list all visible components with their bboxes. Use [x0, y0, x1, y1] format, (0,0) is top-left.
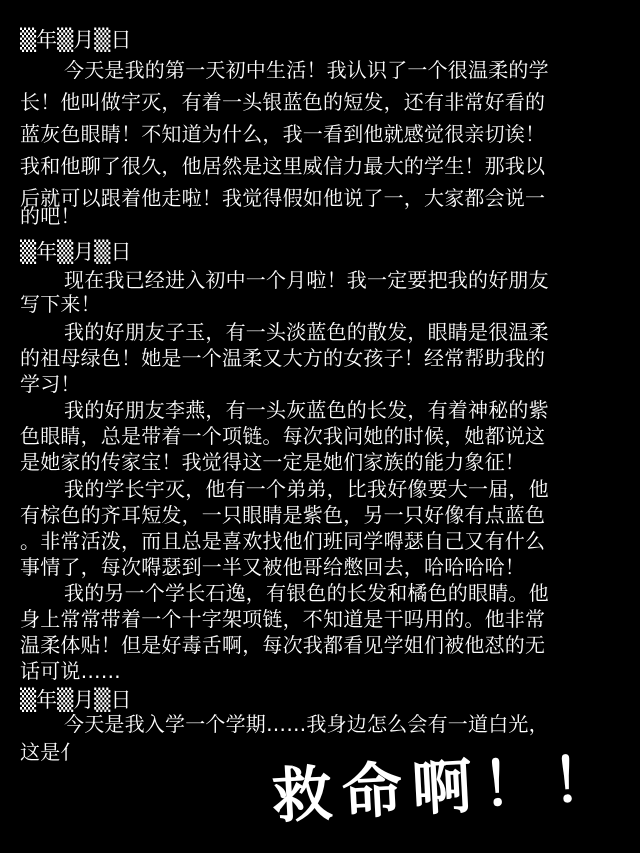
entry-2-line-15: 温柔体贴！但是好毒舌啊，每次我都看见学姐们被他怼的无: [20, 633, 546, 657]
entry-2-date: ▒年▒月▒日: [20, 240, 132, 264]
entry-2-line-11: 。非常活泼，而且总是喜欢找他们班同学嘚瑟自己又有什么: [20, 529, 546, 553]
entry-1-line-6: 的吧！: [20, 204, 81, 228]
entry-2-line-8: 是她家的传家宝！我觉得这一定是她们家族的能力象征！: [20, 450, 525, 474]
entry-2-line-6: 我的好朋友李燕，有一头灰蓝色的长发，有着神秘的紫: [64, 398, 549, 422]
entry-3-date: ▒年▒月▒日: [20, 688, 132, 712]
entry-1-line-2: 长！他叫做宇灭，有着一头银蓝色的短发，还有非常好看的: [20, 90, 546, 114]
entry-2-line-2: 写下来！: [20, 292, 101, 316]
entry-2-line-12: 事情了，每次嘚瑟到一半又被他哥给憋回去，哈哈哈哈！: [20, 555, 525, 579]
entry-2-line-9: 我的学长宇灭，他有一个弟弟，比我好像要大一届，他: [64, 477, 549, 501]
entry-2-line-14: 身上常常带着一个十字架项链，不知道是干吗用的。他非常: [20, 607, 546, 631]
entry-1-date: ▒年▒月▒日: [20, 28, 132, 52]
entry-3-line-1: 今天是我入学一个学期……我身边怎么会有一道白光，: [64, 712, 549, 736]
entry-1-line-1: 今天是我的第一天初中生活！我认识了一个很温柔的学: [64, 58, 549, 82]
entry-1-line-3: 蓝灰色眼睛！不知道为什么，我一看到他就感觉很亲切诶！: [20, 122, 546, 146]
help-exclamation: 救命啊！！: [270, 743, 624, 833]
entry-1-line-4: 我和他聊了很久，他居然是这里威信力最大的学生！那我以: [20, 154, 546, 178]
entry-2-line-1: 现在我已经进入初中一个月啦！我一定要把我的好朋友: [64, 268, 549, 292]
entry-2-line-5: 学习！: [20, 372, 81, 396]
entry-2-line-10: 有棕色的齐耳短发，一只眼睛是紫色，另一只好像有点蓝色: [20, 503, 546, 527]
entry-1-line-5: 后就可以跟着他走啦！我觉得假如他说了一，大家都会说一: [20, 186, 546, 210]
entry-2-line-3: 我的好朋友子玉，有一头淡蓝色的散发，眼睛是很温柔: [64, 320, 549, 344]
entry-2-line-7: 色眼睛，总是带着一个项链。每次我问她的时候，她都说这: [20, 424, 546, 448]
entry-3-line-2: 这是亻: [20, 740, 81, 764]
entry-2-line-16: 话可说……: [20, 659, 121, 683]
entry-2-line-4: 的祖母绿色！她是一个温柔又大方的女孩子！经常帮助我的: [20, 346, 546, 370]
entry-2-line-13: 我的另一个学长石逸，有银色的长发和橘色的眼睛。他: [64, 581, 549, 605]
